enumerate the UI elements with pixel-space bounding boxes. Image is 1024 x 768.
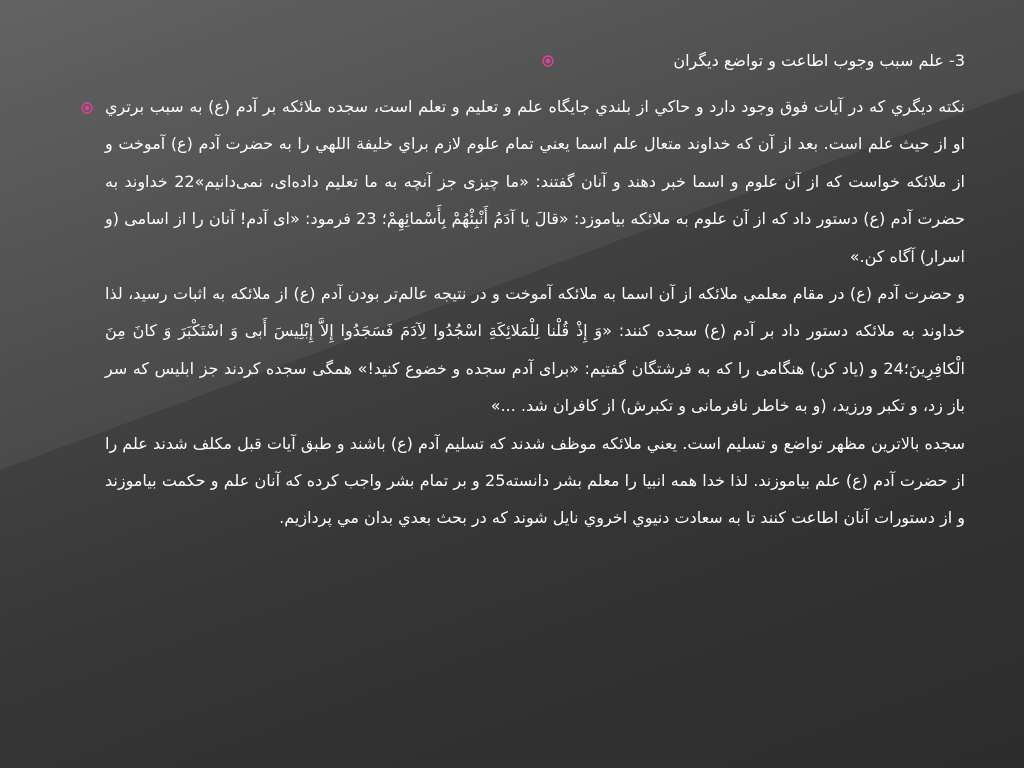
body-bullet-row	[105, 88, 965, 537]
paragraph: نكته ديگري كه در آيات فوق وجود دارد و حاكي از بلندي جايگاه علم و تعليم و تعلم است، سجده ملائكه بر آدم (ع) به سبب برتري او از حيث علم است. بعد از آن كه خداوند متعال علم اسما يعني تمام علوم لازم براي خليفة اللهي را به حضرت آدم (ع) آموخت و از ملائكه خواست كه از آن علوم و اسما خبر دهند و آنان گفتند: «ما چیزى جز آنچه به ما تعلیم داده‌اى، نمى‌دانیم»22 خداوند به حضرت آدم (ع) دستور داد كه از آن علوم به ملائكه بياموزد: «قالَ يا آدَمُ أَنْبِئْهُمْ بِأَسْمائِهِمْ؛ 23 فرمود: «اى آدم! آنان را از اسامى (و اسرار) آگاه کن.»	[105, 97, 966, 266]
paragraph: سجده بالاترين مظهر تواضع و تسليم است. يعني ملائكه موظف شدند كه تسليم آدم (ع) باشند و طبق آيات قبل مكلف شدند علم را از حضرت آدم (ع) علم بياموزند. لذا خدا همه انبيا را معلم بشر دانسته25 و بر تمام بشر واجب كرده كه آنان علم و حكمت بياموزند و از دستورات آنان اطاعت كنند تا به سعادت دنيوي اخروي نايل شوند كه در بحث بعدي بدان مي پردازيم.	[105, 433, 965, 528]
slide-body	[105, 88, 965, 537]
slide-heading: 3- علم سبب وجوب اطاعت و تواضع ديگران	[673, 51, 965, 70]
heading-bullet-row	[105, 44, 965, 78]
circle-bullet-icon	[81, 102, 93, 114]
circle-bullet-icon	[542, 55, 554, 67]
slide-content	[105, 44, 965, 744]
paragraph: و حضرت آدم (ع) در مقام معلمي ملائكه از آن اسما به ملائكه آموخت و در نتيجه عالم‌تر بودن آدم (ع) از ملائكه به اثبات رسيد، لذا خداوند به ملائكه دستور داد بر آدم (ع) سجده كنند: «وَ إِذْ قُلْنا لِلْمَلائِكَةِ اسْجُدُوا لِآدَمَ فَسَجَدُوا إِلاَّ إِبْلِيسَ أَبى وَ اسْتَكْبَرَ وَ كانَ مِنَ الْكافِرِينَ؛24 و (یاد کن) هنگامى را که به فرشتگان گفتیم: «براى آدم سجده و خضوع کنید!» همگى سجده کردند جز ابلیس که سر باز زد، و تکبر ورزید، (و به خاطر نافرمانى و تکبرش) از کافران شد. ...»	[105, 284, 965, 416]
